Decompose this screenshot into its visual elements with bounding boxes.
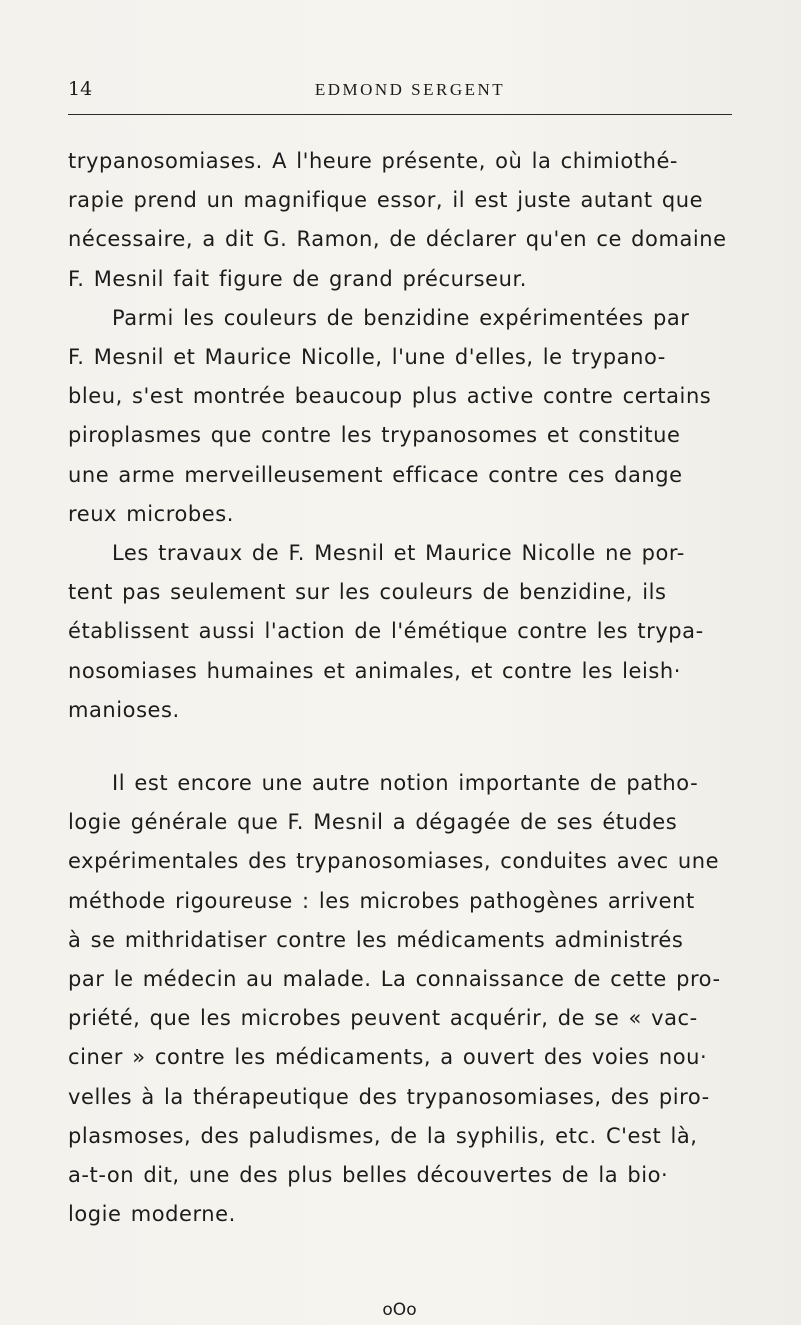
ornament-text: oOo bbox=[382, 1300, 417, 1320]
page-header bbox=[68, 78, 732, 110]
section-ornament bbox=[0, 1300, 801, 1320]
paragraph-1: trypanosomiases. A l'heure présente, où la chimiothé- rapie prend un magnifique essor, il est juste autant que nécessaire, a dit G. Ramon, de déclarer qu'en ce domaine F. Mesnil fait figure de grand précurseur. bbox=[68, 149, 727, 291]
running-head: EDMOND SERGENT bbox=[314, 80, 506, 99]
page-number: 14 bbox=[68, 78, 93, 100]
paragraph-2: Parmi les couleurs de benzidine expérimentées par F. Mesnil et Maurice Nicolle, l'une d'elles, le trypano- bleu, s'est montrée beaucoup plus active contre certains piroplasmes que contre les trypanosomes et constitue une arme merveilleusement efficace contre ces dange reux microbes. bbox=[68, 305, 712, 526]
paragraph-4: Il est encore une autre notion importante de patho- logie générale que F. Mesnil a dégagée de ses études expérimentales des trypanosomiases, conduites avec une méthode rigoureuse : les microbes pathogènes arrivent à se mithridatiser contre les médicaments administrés par le médecin au malade. La connaissance de cette pro- priété, que les microbes peuvent acquérir, de se « vac- ciner » contre les médicaments, a ouvert des voies nou· velles à la thérapeutique des trypanosomiases, des piro- plasmoses, des paludismes, de la syphilis, etc. C'est là, a-t-on dit, une des plus belles découvertes de la bio· logie moderne. bbox=[68, 771, 721, 1227]
body-text bbox=[68, 142, 736, 1234]
paragraph-3: Les travaux de F. Mesnil et Maurice Nicolle ne por- tent pas seulement sur les couleurs de benzidine, ils établissent aussi l'action de l'émétique contre les trypa- nosomiases humaines et animales, et contre les leish· manioses. bbox=[68, 541, 704, 722]
header-rule bbox=[68, 114, 732, 115]
